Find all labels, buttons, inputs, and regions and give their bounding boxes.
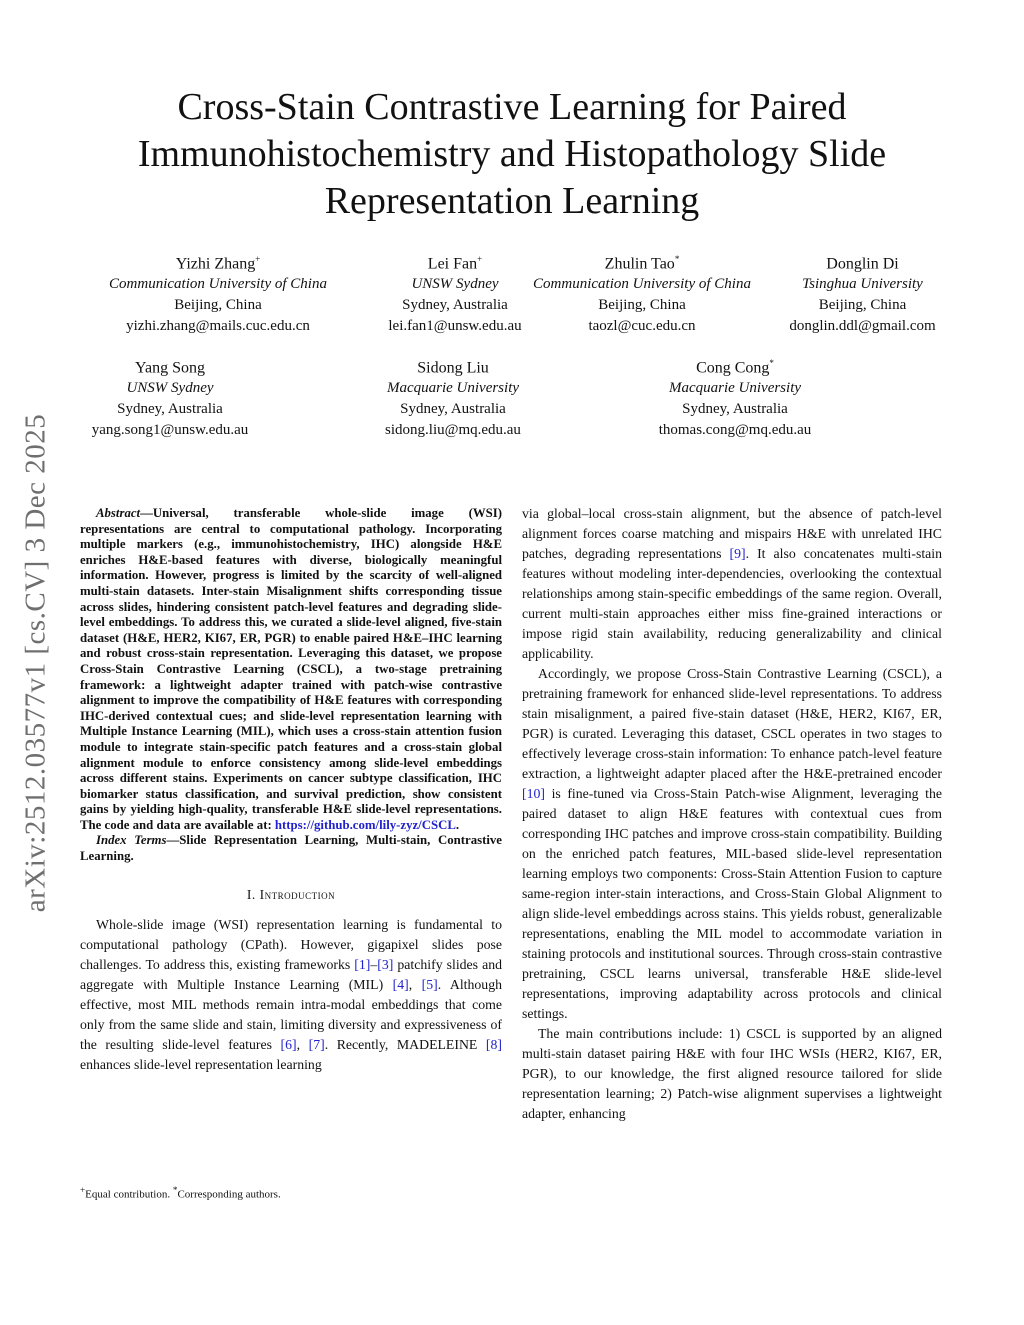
- index-terms: [80, 833, 502, 864]
- author-location: Sydney, Australia: [402, 297, 508, 314]
- author-mark: +: [255, 254, 261, 264]
- text-run: Whole-slide image (WSI) representation learning is fundamental to computational pathology (CPath). However, gigapixel slides pose challenges. To address this, existing frameworks: [80, 916, 502, 972]
- paper-title: [80, 84, 944, 225]
- author-email: taozl@cuc.edu.cn: [588, 318, 696, 335]
- author-email: thomas.cong@mq.edu.au: [658, 422, 812, 439]
- author-affiliation: Macquarie University: [668, 380, 802, 397]
- arxiv-identifier: arXiv:2512.03577v1 [cs.CV] 3 Dec 2025: [19, 413, 52, 913]
- text-run: enhances slide-level representation learning: [80, 1056, 322, 1072]
- text-run: . Recently, MADELEINE: [324, 1036, 486, 1052]
- author-block: [635, 353, 835, 441]
- author-affiliation: UNSW Sydney: [126, 380, 214, 397]
- text-run: ,: [408, 976, 422, 992]
- author-block: [353, 353, 553, 441]
- citation-link[interactable]: [9]: [729, 546, 746, 561]
- author-location: Beijing, China: [598, 297, 686, 314]
- citation-link[interactable]: [8]: [485, 1036, 502, 1052]
- author-name: Sidong Liu: [417, 359, 489, 377]
- author-email: donglin.ddl@gmail.com: [789, 318, 936, 335]
- abstract-text: —Universal, transferable whole-slide image (WSI) representations are central to computational pathology. Incorporating multiple markers (e.g., immunohistochemistry, IHC) alongside H&E enriches H&E-based features with diverse, biologically meaningful information. However, progress is limited by the scarcity of well-aligned multi-stain datasets. Inter-stain Misalignment shifts corresponding tissue across slides, hindering consistent patch-level features and degrading slide-level embeddings. To address this, we curated a slide-level aligned, five-stain dataset (H&E, HER2, KI67, ER, PGR) to enable paired H&E–IHC learning and robust cross-stain representation. Leveraging this dataset, we propose Cross-Stain Contrastive Learning (CSCL), a two-stage pretraining framework: a lightweight adapter trained with patch-wise contrastive alignment to improve the compatibility of H&E features with corresponding IHC-derived contextual cues; and slide-level representation learning with Multiple Instance Learning (MIL), which uses a cross-stain attention fusion module to integrate stain-specific patch features and a cross-stain global alignment module to enforce consistency among slide-level embeddings across different stains. Experiments on cancer subtype classification, IHC biomarker status classification, and survival prediction, show consistent gains by yielding high-quality, transferable H&E slide-level representations. The code and data are available at:: [80, 506, 502, 832]
- citation-link[interactable]: [7]: [308, 1036, 325, 1052]
- author-email: yang.song1@unsw.edu.au: [91, 422, 249, 439]
- intro-paragraph-3: [522, 664, 942, 1024]
- footnote-mark: +: [80, 1185, 86, 1195]
- abstract-end: .: [455, 817, 460, 832]
- citation-link[interactable]: [5]: [421, 976, 438, 992]
- author-block: [88, 249, 348, 337]
- abstract-label: Abstract: [96, 506, 141, 520]
- title-line: Cross-Stain Contrastive Learning for Paired: [177, 86, 847, 128]
- section-heading: [80, 885, 502, 905]
- author-affiliation: Macquarie University: [386, 380, 520, 397]
- author-location: Beijing, China: [818, 297, 907, 314]
- author-email: lei.fan1@unsw.edu.au: [388, 318, 522, 335]
- text-run: . It also concatenates multi-stain features without modeling inter-dependencies, overlooking the contextual relationships among stain-specific embeddings of the same region. Overall, current multi-stain approaches either miss fine-grained interactions or impose rigid stain availability, reducing generalizability and clinical applicability.: [522, 546, 943, 661]
- text-run: patchify slides and aggregate with Multiple Instance Learning (MIL): [80, 956, 502, 992]
- author-location: Beijing, China: [174, 297, 262, 314]
- author-mark: *: [769, 358, 774, 368]
- author-location: Sydney, Australia: [682, 401, 788, 418]
- text-run: via global–local cross-stain alignment, but the absence of patch-level alignment forces coarse matching and mispairs H&E with unrelated IHC patches, degrading representations: [522, 506, 942, 561]
- author-name: Cong Cong: [696, 359, 770, 377]
- citation-link[interactable]: [10]: [522, 786, 545, 801]
- title-line: Immunohistochemistry and Histopathology Slide: [137, 133, 887, 175]
- citation-link[interactable]: [6]: [280, 1036, 297, 1052]
- author-email: sidong.liu@mq.edu.au: [385, 422, 521, 439]
- author-name: Yang Song: [135, 359, 205, 377]
- text-run: Accordingly, we propose Cross-Stain Contrastive Learning (CSCL), a pretraining framework for enhanced slide-level representations. To address stain misalignment, a paired five-stain dataset (H&E, HER2, KI67, ER, PGR) is curated. Leveraging this dataset, CSCL operates in two stages to effectively leverage cross-stain information: To enhance patch-level feature extraction, a lightweight adapter placed after the H&E-pretrained encoder: [522, 666, 942, 781]
- section-title: Introduction: [259, 886, 336, 902]
- title-line: Representation Learning: [324, 180, 700, 222]
- abstract: [80, 506, 502, 833]
- intro-paragraph-1: [80, 915, 502, 1075]
- author-email: yizhi.zhang@mails.cuc.edu.cn: [126, 318, 310, 335]
- author-mark: *: [674, 254, 680, 264]
- footnote-text: Equal contribution.: [85, 1188, 173, 1201]
- author-location: Sydney, Australia: [400, 401, 506, 418]
- author-block: [512, 249, 772, 337]
- citation-link[interactable]: [4]: [392, 976, 409, 992]
- arxiv-identifier-sidebar: [14, 378, 58, 948]
- left-column: [80, 506, 502, 1075]
- section-number: I.: [246, 886, 256, 902]
- citation-link[interactable]: [1]: [354, 956, 371, 972]
- intro-paragraph-4: The main contributions include: 1) CSCL is supported by an aligned multi-stain dataset pairing H&E with four IHC WSIs (HER2, KI67, ER, PGR), to our knowledge, the first aligned resource tailored for slide representation learning; 2) Patch-wise alignment supervises a lightweight adapter, enhancing: [522, 1026, 942, 1121]
- footnote: [80, 1185, 500, 1201]
- author-block: [770, 249, 955, 337]
- index-terms-label: Index Terms: [96, 833, 167, 848]
- author-affiliation: Communication University of China: [109, 276, 327, 293]
- intro-paragraph-2: [522, 504, 942, 664]
- index-terms-text: —Slide Representation Learning, Multi-stain, Contrastive Learning.: [80, 833, 502, 864]
- author-block: [70, 353, 270, 441]
- text-run: . Although effective, most MIL methods remain intra-modal embeddings that come only from the same slide and stain, limiting diversity and expressiveness of the resulting slide-level features: [80, 976, 502, 1052]
- right-column: [522, 504, 942, 1124]
- footnote-text: Corresponding authors.: [177, 1188, 281, 1201]
- text-run: is fine-tuned via Cross-Stain Patch-wise Alignment, leveraging the paired dataset to align H&E features with contextual cues from corresponding IHC patches and improve cross-stain compatibility. Building on the enriched patch features, MIL-based slide-level representation learning employs two components: Cross-Stain Attention Fusion to capture same-region inter-stain interactions, and Cross-Stain Global Alignment to align slide-level embeddings across stains. This yields robust, generalizable representations, enabling the MIL model to accommodate variation in staining protocols and institutional sources. Through cross-stain contrastive pretraining, CSCL learns universal, transferable H&E slide-level representations, improving adaptability across protocols and clinical settings.: [522, 786, 942, 1021]
- footnote-mark: *: [172, 1185, 178, 1195]
- author-name: Lei Fan: [427, 255, 478, 273]
- author-name: Donglin Di: [826, 255, 899, 273]
- citation-link[interactable]: [3]: [377, 956, 394, 972]
- author-affiliation: UNSW Sydney: [411, 276, 499, 293]
- author-name: Zhulin Tao: [604, 255, 675, 273]
- code-link[interactable]: https://github.com/lily-zyz/CSCL: [274, 817, 456, 832]
- text-run: ,: [296, 1036, 309, 1052]
- author-mark: +: [477, 254, 483, 264]
- author-affiliation: Communication University of China: [533, 276, 751, 293]
- text-run: –: [370, 956, 378, 972]
- author-affiliation: Tsinghua University: [802, 276, 923, 293]
- author-location: Sydney, Australia: [117, 401, 223, 418]
- author-name: Yizhi Zhang: [175, 255, 256, 273]
